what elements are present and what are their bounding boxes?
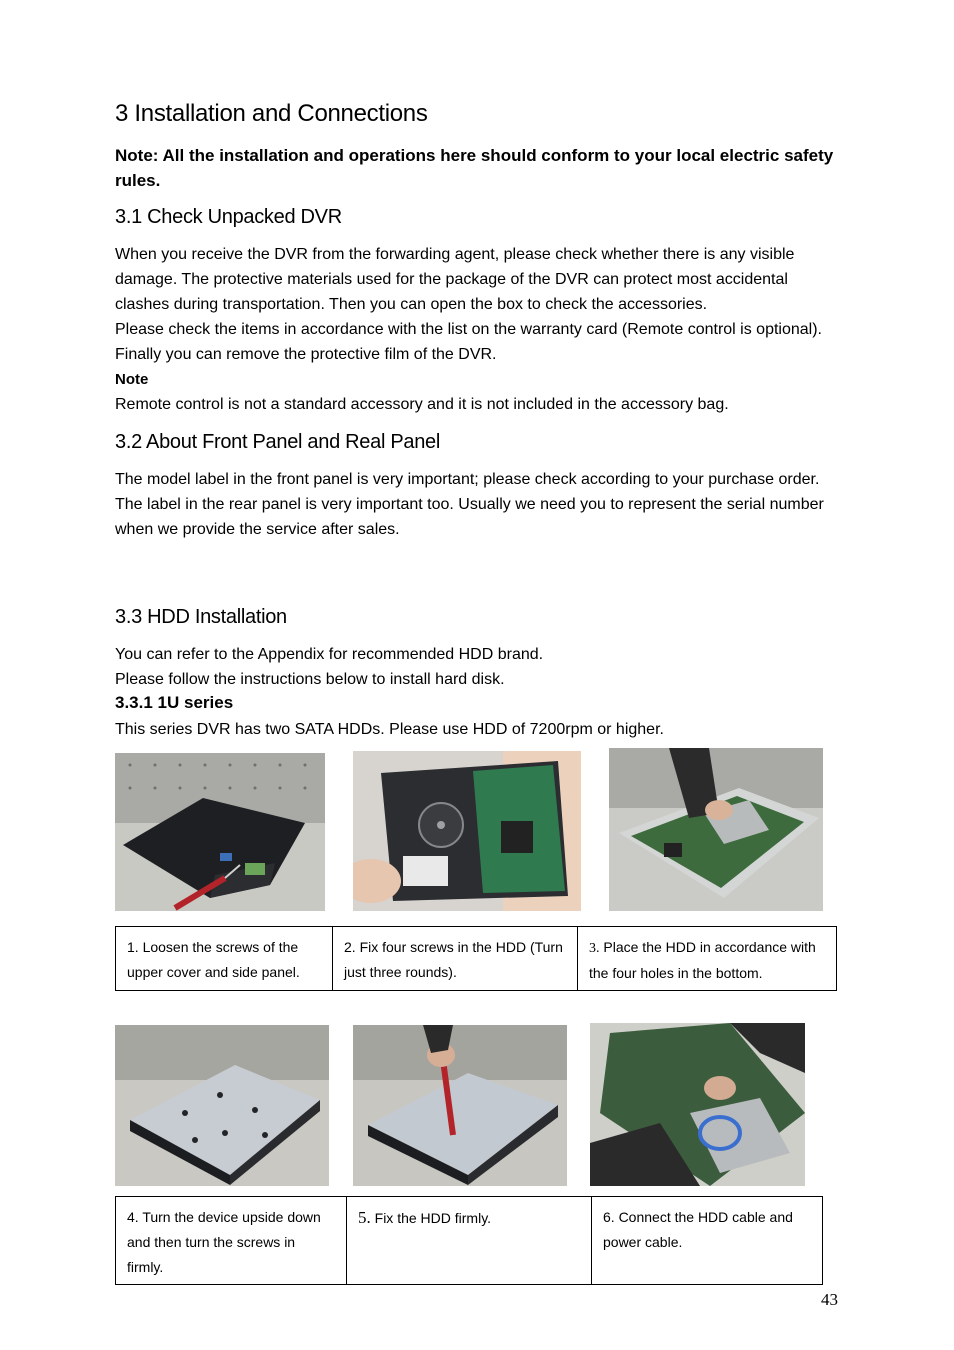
caption-3-number: 3. [589,941,600,956]
paragraph: When you receive the DVR from the forwarding agent, please check whether there is any visible damage. The protective materials used for the package of the DVR can protect most accidental clashes during transportation. Then you can open the box to check the accessories. [115,246,795,313]
subsection-3-3-1-heading: 3.3.1 1U series [115,693,234,712]
caption-5: Fix the HDD firmly. [370,1210,492,1226]
section-3-2-heading: 3.2 About Front Panel and Real Panel [115,431,440,453]
photo-loosen-screws [115,753,325,911]
caption-6: 6. Connect the HDD cable and power cable. [603,1209,793,1250]
caption-4: 4. Turn the device upside down and then turn the screws in firmly. [127,1209,321,1275]
note-text: Remote control is not a standard accessory and it is not included in the accessory bag. [115,396,729,413]
photo-upside-down [115,1025,329,1186]
caption-cell [116,1197,347,1285]
chapter-heading: 3 Installation and Connections [115,100,428,127]
paragraph: The model label in the front panel is very important; please check according to your purchase order. [115,471,820,488]
caption-cell [578,927,837,991]
photo-place-hdd [609,748,823,911]
section-3-2-body [115,467,837,542]
photo-connect-cables [590,1023,805,1186]
safety-note: Note: All the installation and operations here should conform to your local electric safety rules. [115,146,834,190]
caption-table-row-1 [115,926,837,991]
caption-2: 2. Fix four screws in the HDD (Turn just three rounds). [344,939,563,980]
section-3-3-heading: 3.3 HDD Installation [115,606,287,628]
section-3-1-heading: 3.1 Check Unpacked DVR [115,206,342,228]
note-label: Note [115,371,149,388]
caption-cell [116,927,333,991]
caption-cell [347,1197,592,1285]
subsection-text: This series DVR has two SATA HDDs. Please use HDD of 7200rpm or higher. [115,721,664,738]
caption-1: 1. Loosen the screws of the upper cover and side panel. [127,939,300,980]
caption-table-row-2 [115,1196,823,1285]
photo-fix-hdd-firmly [353,1025,567,1186]
page-number: 43 [821,1290,838,1309]
paragraph: Please check the items in accordance with the list on the warranty card (Remote control is optional). Finally you can remove the protective film of the DVR. [115,321,822,363]
section-3-3-body [115,642,837,692]
caption-5-number: 5. [358,1208,371,1227]
caption-cell [592,1197,823,1285]
caption-3: Place the HDD in accordance with the four holes in the bottom. [589,939,816,981]
section-3-1-body [115,242,837,417]
paragraph: Please follow the instructions below to install hard disk. [115,671,505,688]
photo-fix-hdd-screws [353,751,581,911]
caption-cell [333,927,578,991]
paragraph: The label in the rear panel is very important too. Usually we need you to represent the serial number when we provide the service after sales. [115,496,824,538]
paragraph: You can refer to the Appendix for recommended HDD brand. [115,646,544,663]
